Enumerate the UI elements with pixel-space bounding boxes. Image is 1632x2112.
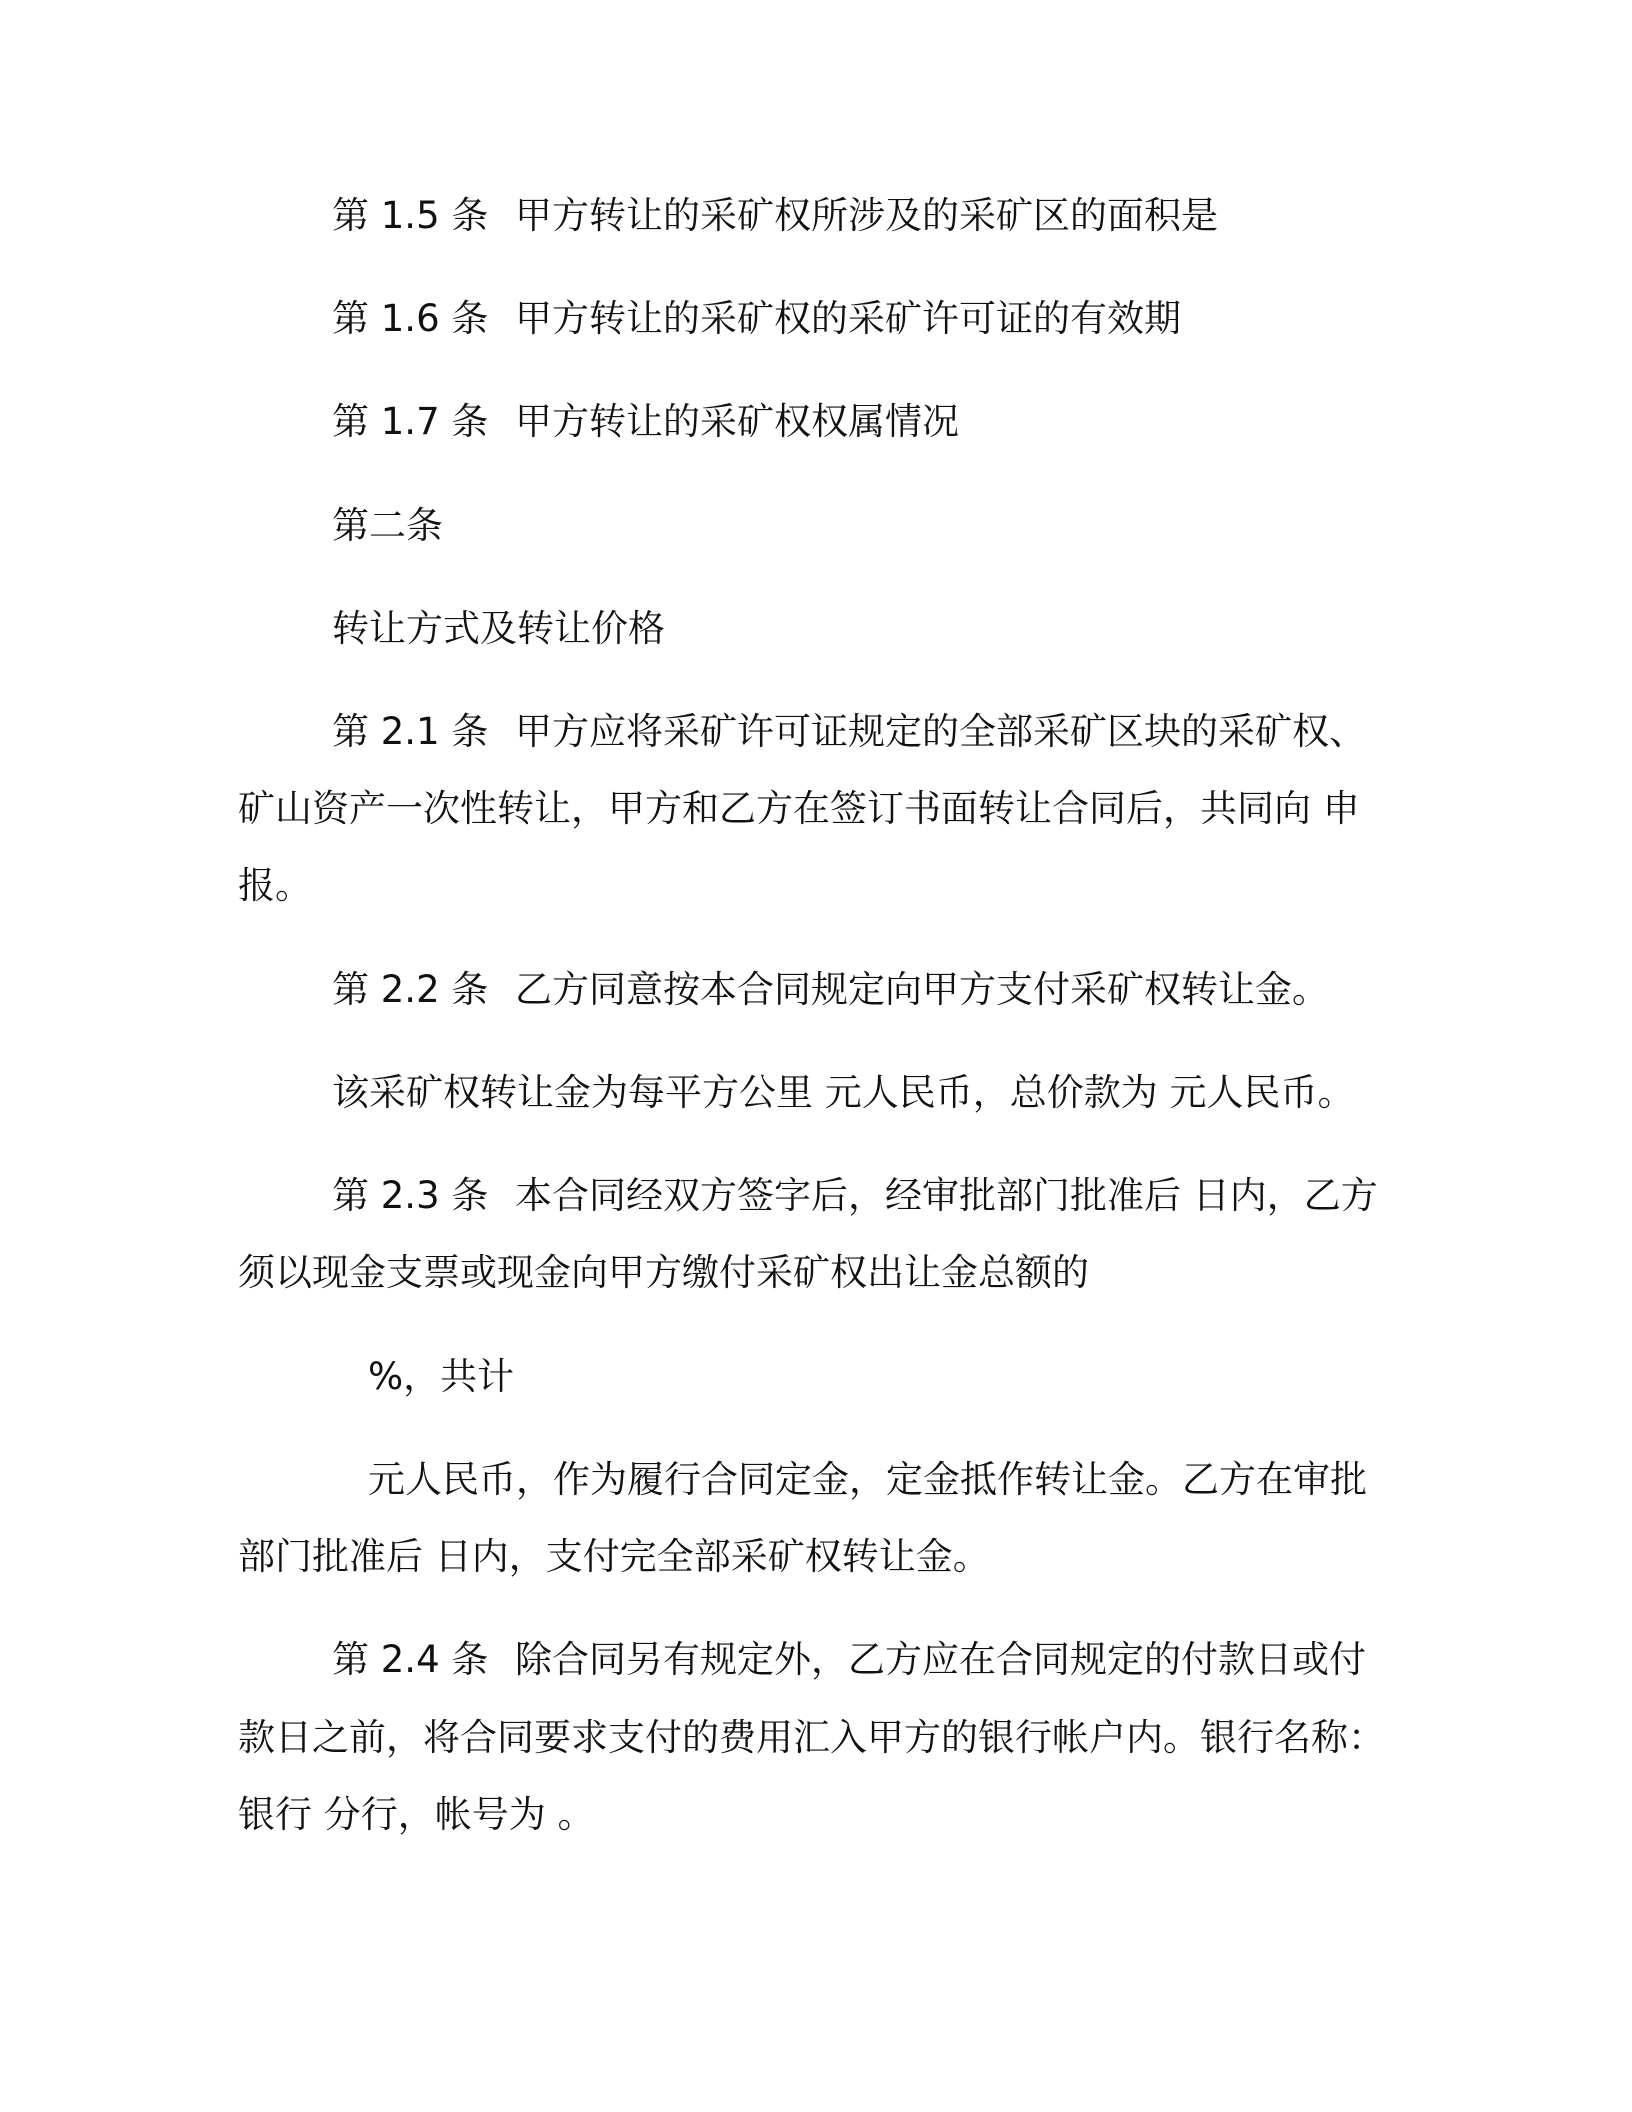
article-2-title: 转让方式及转让价格 [332, 607, 665, 650]
clause-2-3-line3: %，共计 [368, 1355, 515, 1398]
clause-label: 第 1.6 条 [332, 297, 489, 340]
clause-label: 第 1.7 条 [332, 400, 489, 443]
clause-2-2-line2: 该采矿权转让金为每平方公里 元人民币，总价款为 元人民币。 [332, 1071, 1355, 1114]
clause-text: 甲方转让的采矿权所涉及的采矿区的面积是 [515, 194, 1218, 237]
clause-2-3-line4: 元人民币，作为履行合同定金，定金抵作转让金。乙方在审批 [368, 1458, 1367, 1501]
clause-label: 第 1.5 条 [332, 194, 489, 237]
clause-2-3-line2: 须以现金支票或现金向甲方缴付采矿权出让金总额的 [238, 1251, 1089, 1294]
article-2-heading: 第二条 [332, 504, 443, 547]
clause-label: 第 2.3 条 [332, 1174, 489, 1217]
clause-2-3-line5: 部门批准后 日内，支付完全部采矿权转让金。 [238, 1535, 990, 1578]
clause-2-4-line3: 银行 分行，帐号为 。 [238, 1793, 595, 1836]
clause-text: 乙方同意按本合同规定向甲方支付采矿权转让金。 [515, 968, 1329, 1011]
clause-text: 甲方应将采矿许可证规定的全部采矿区块的采矿权、 [515, 710, 1366, 753]
clause-label: 第 2.1 条 [332, 710, 489, 753]
clause-1-7 [332, 400, 959, 444]
clause-text: 甲方转让的采矿权的采矿许可证的有效期 [515, 297, 1181, 340]
clause-text: 甲方转让的采矿权权属情况 [515, 400, 959, 443]
clause-label: 第 2.4 条 [332, 1638, 489, 1681]
clause-1-5 [332, 194, 1218, 238]
clause-text: 本合同经双方签字后，经审批部门批准后 日内，乙方 [515, 1174, 1378, 1217]
clause-2-2-line1 [332, 968, 1329, 1012]
clause-2-4-line2: 款日之前，将合同要求支付的费用汇入甲方的银行帐户内。银行名称： [238, 1716, 1385, 1759]
clause-2-1-line2: 矿山资产一次性转让，甲方和乙方在签订书面转让合同后，共同向 申 [238, 787, 1360, 830]
clause-2-3-line1 [332, 1174, 1378, 1218]
clause-text: 除合同另有规定外，乙方应在合同规定的付款日或付 [515, 1638, 1366, 1681]
clause-2-1-line1 [332, 710, 1366, 754]
clause-2-4-line1 [332, 1638, 1366, 1682]
clause-label: 第 2.2 条 [332, 968, 489, 1011]
clause-1-6 [332, 297, 1181, 341]
clause-2-1-line3: 报。 [238, 864, 312, 907]
